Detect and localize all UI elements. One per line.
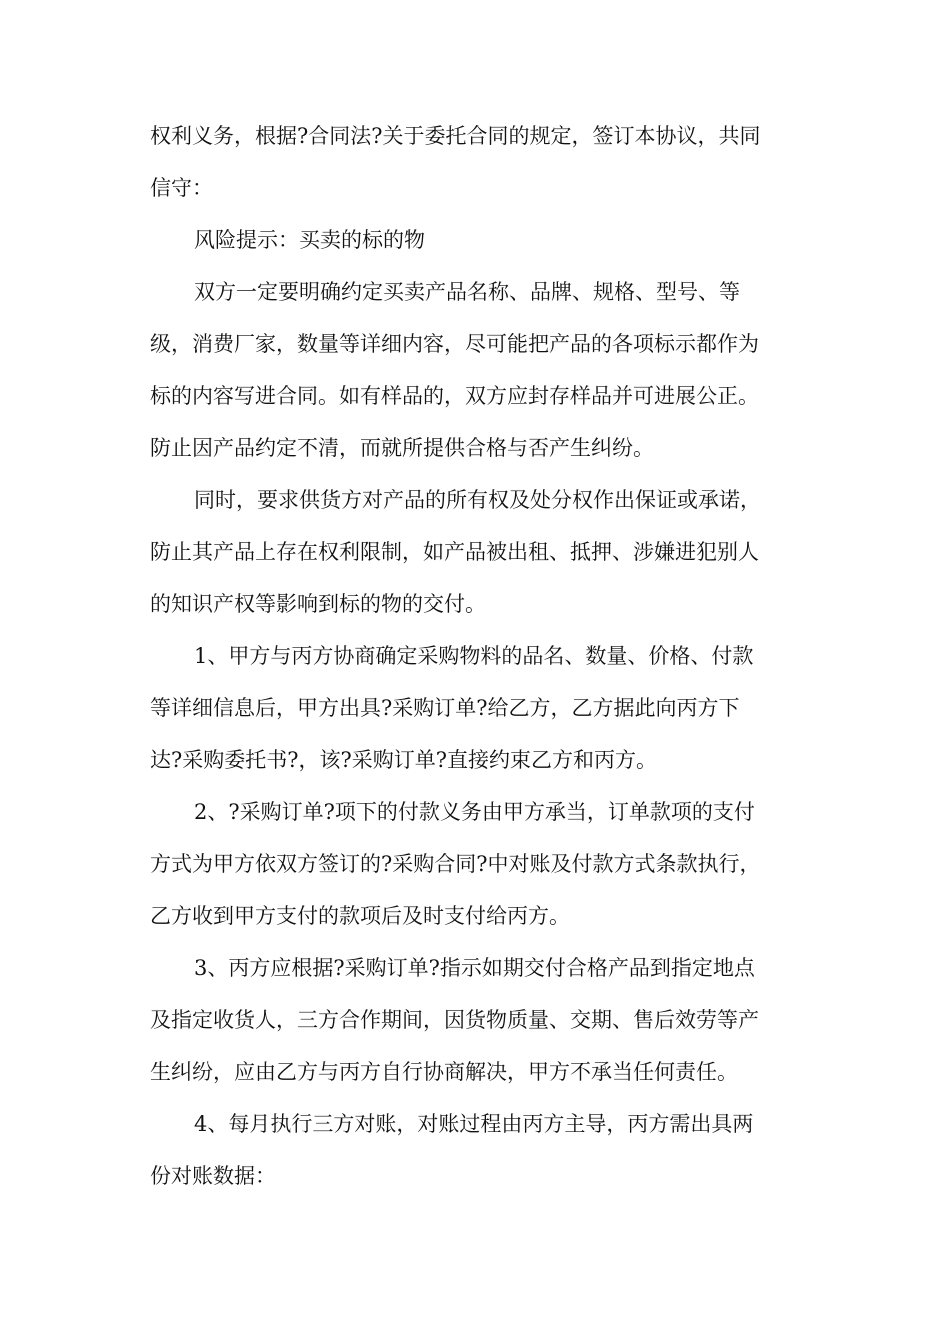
text-line: 1、甲方与丙方协商确定采购物料的品名、数量、价格、付款 [194,644,754,668]
text-line: 乙方收到甲方支付的款项后及时支付给丙方。 [150,904,570,928]
text-line: 生纠纷，应由乙方与丙方自行协商解决，甲方不承当任何责任。 [150,1060,738,1084]
text-line: 4、每月执行三方对账，对账过程由丙方主导，丙方需出具两 [194,1112,754,1136]
text-line: 达?采购委托书?，该?采购订单?直接约束乙方和丙方。 [150,748,658,772]
paragraph-clause-4 [150,1098,800,1202]
paragraph-contract-basis [150,110,800,214]
paragraph-clause-3 [150,942,800,1098]
text-line: 同时，要求供货方对产品的所有权及处分权作出保证或承诺， [194,488,761,512]
paragraph-risk-heading [150,214,800,266]
document-body [150,110,800,1202]
text-line: 防止因产品约定不清，而就所提供合格与否产生纠纷。 [150,436,654,460]
paragraph-clause-2 [150,786,800,942]
text-line: 份对账数据： [150,1164,276,1188]
text-line: 等详细信息后，甲方出具?采购订单?给乙方，乙方据此向丙方下 [150,696,740,720]
text-line: 及指定收货人，三方合作期间，因货物质量、交期、售后效劳等产 [150,1008,759,1032]
text-line: 3、丙方应根据?采购订单?指示如期交付合格产品到指定地点 [194,956,755,980]
text-line: 方式为甲方依双方签订的?采购合同?中对账及付款方式条款执行， [150,852,761,876]
text-line: 双方一定要明确约定买卖产品名称、品牌、规格、型号、等 [194,280,740,304]
text-line: 标的内容写进合同。如有样品的，双方应封存样品并可进展公正。 [150,384,759,408]
text-line: 信守： [150,176,213,200]
text-line: 风险提示：买卖的标的物 [194,228,425,252]
text-line: 级，消费厂家，数量等详细内容，尽可能把产品的各项标示都作为 [150,332,759,356]
text-line: 2、?采购订单?项下的付款义务由甲方承当，订单款项的支付 [194,800,755,824]
paragraph-ownership-guarantee [150,474,800,630]
text-line: 的知识产权等影响到标的物的交付。 [150,592,486,616]
text-line: 权利义务，根据?合同法?关于委托合同的规定，签订本协议，共同 [150,124,761,148]
text-line: 防止其产品上存在权利限制，如产品被出租、抵押、涉嫌进犯别人 [150,540,759,564]
paragraph-product-details [150,266,800,474]
paragraph-clause-1 [150,630,800,786]
